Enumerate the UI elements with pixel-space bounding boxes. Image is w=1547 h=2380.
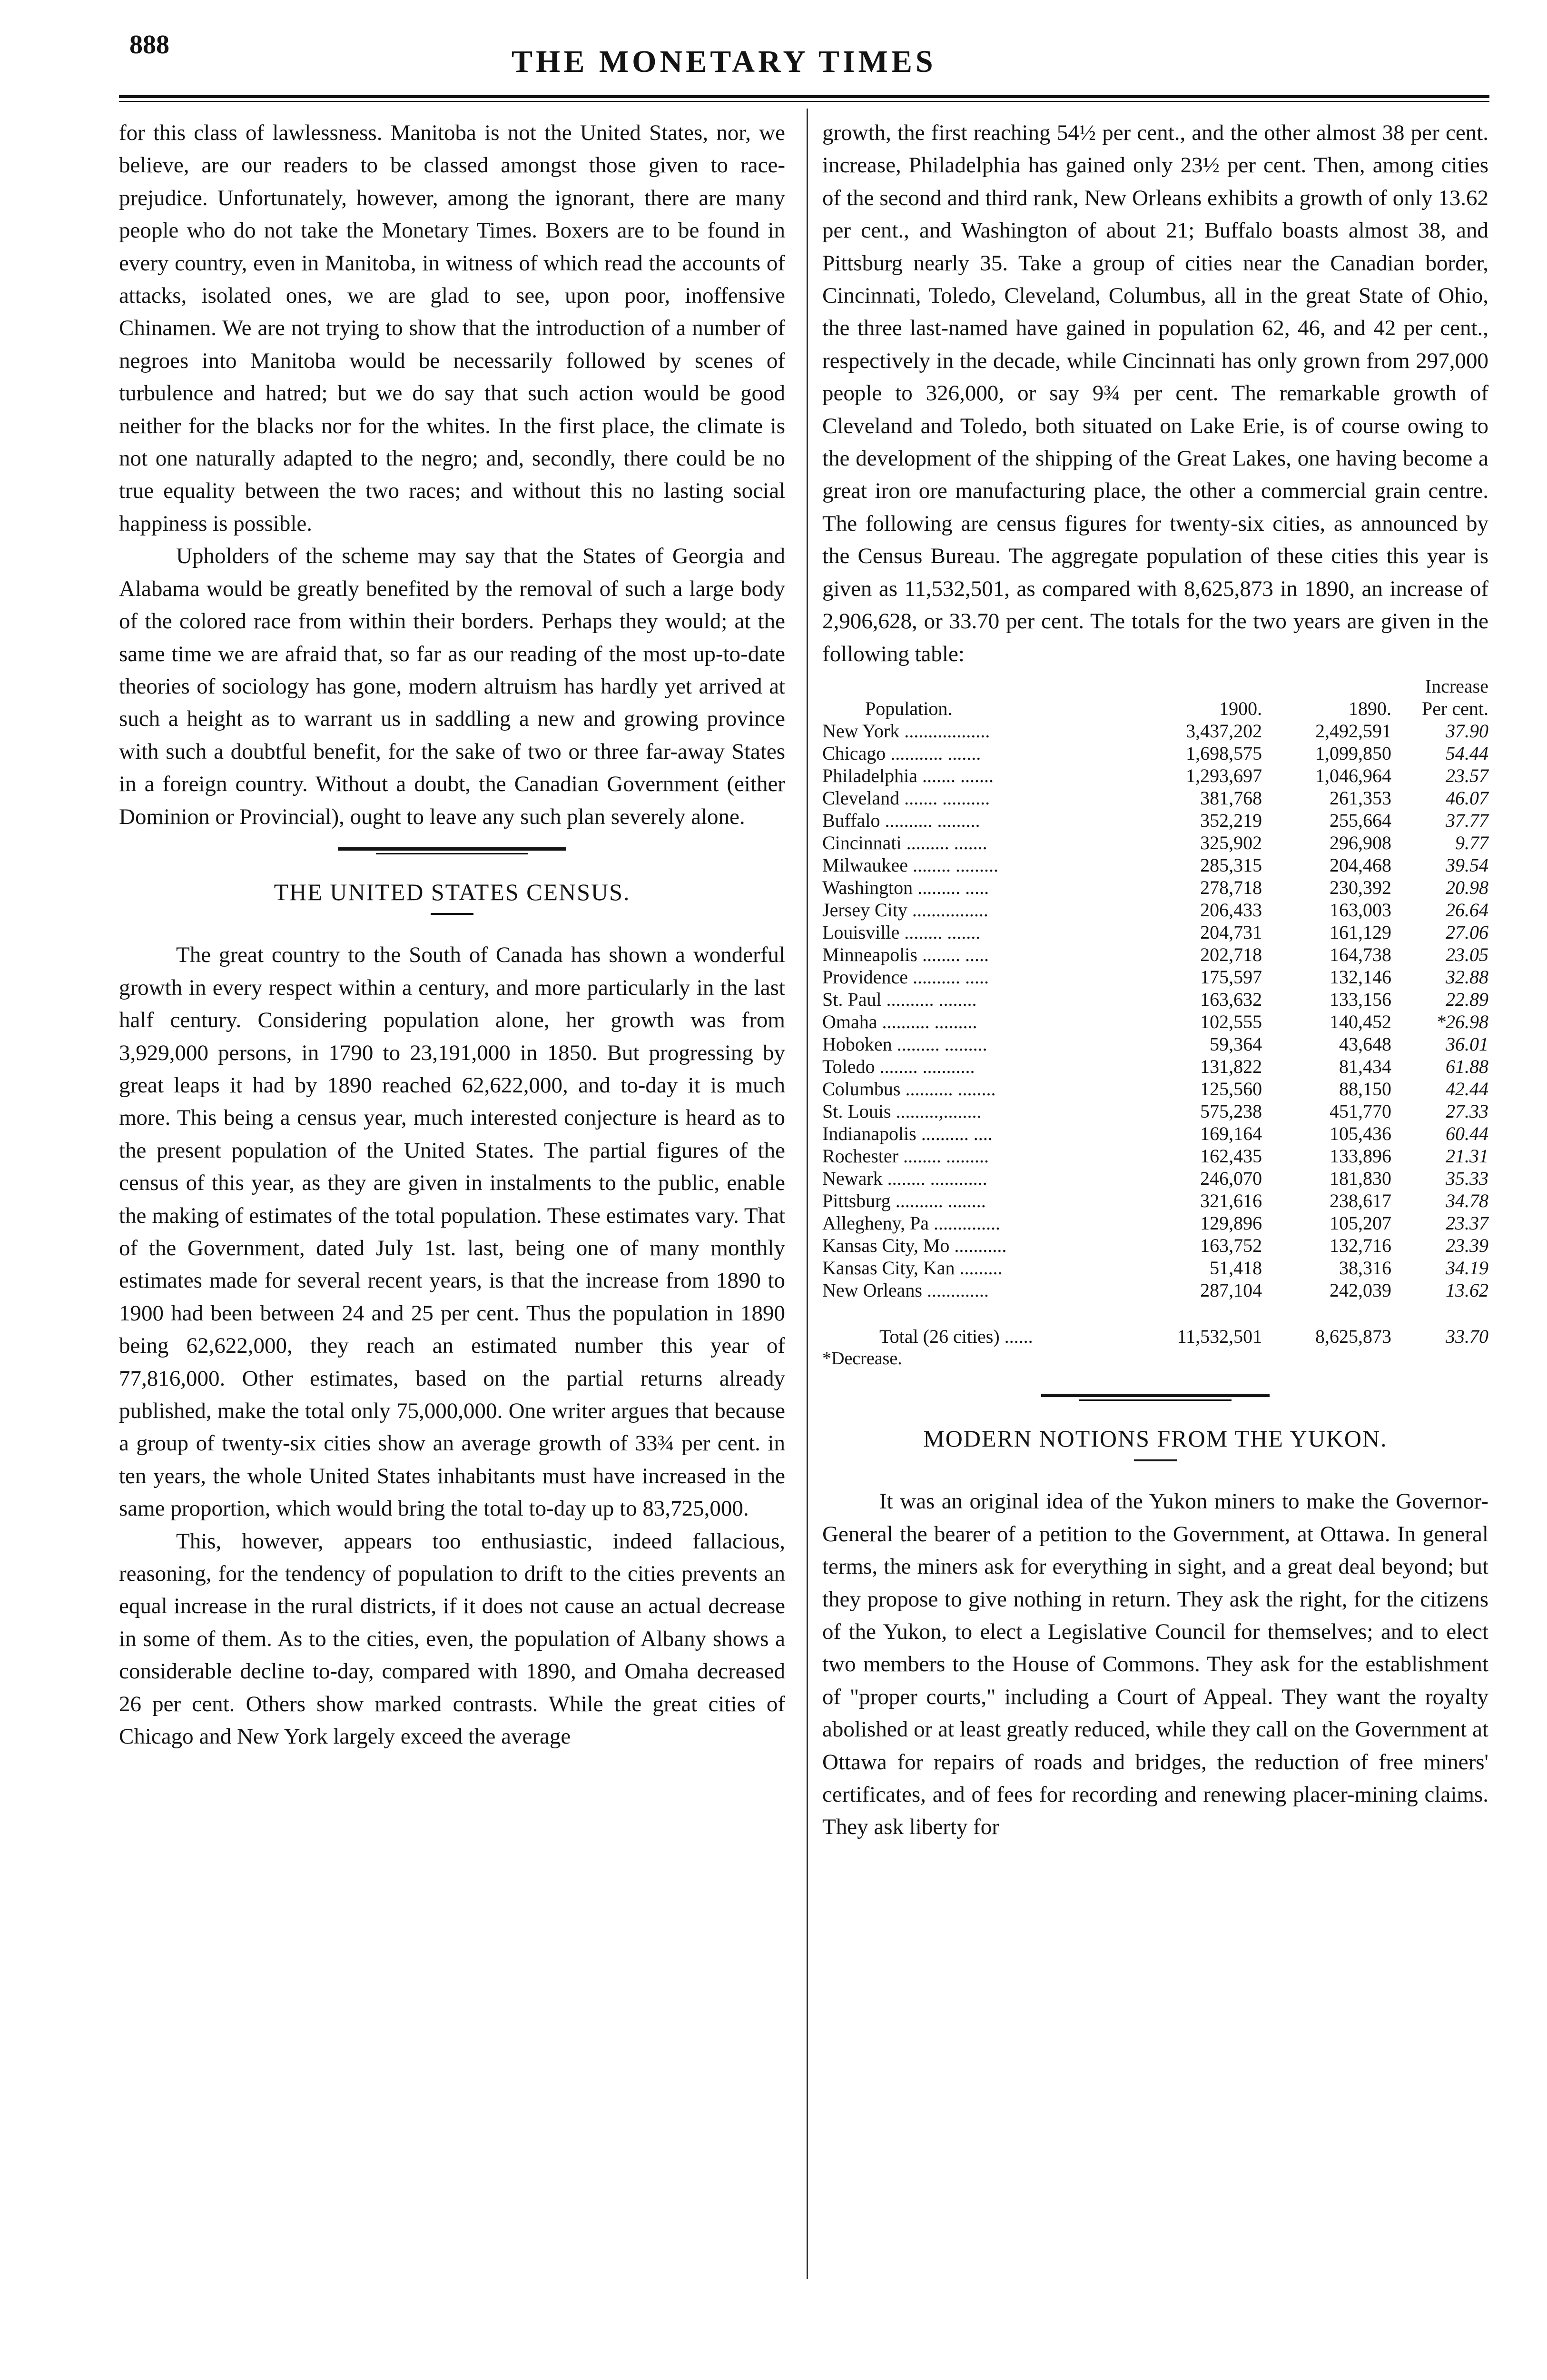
city: Providence .......... ..... [822,966,989,988]
increase-percent: 26.64 [1446,899,1488,921]
table-row [822,809,1488,832]
census-heading: THE UNITED STATES CENSUS. [274,878,631,905]
table-header-row [822,675,1488,720]
increase-percent: 21.31 [1446,1145,1488,1167]
population-1900: 246,070 [1200,1167,1262,1189]
population-1900: 204,731 [1200,921,1262,943]
left-paragraph-2: Upholders of the scheme may say that the States of Georgia and Alabama would be greatly benefited by the removal of such a large body of the colored race from within their borders. Perhaps they would; at the same time we are afraid that, so far as our reading of the most up-to-date theories of sociology has gone, modern altruism has hardly yet arrived at such a height as to warrant us in saddling a new and growing province with such a doubtful benefit, for the sake of two or three far-away States in a foreign country. Without a doubt, the Canadian Government (either Dominion or Provincial), ought to leave any such plan severely alone. [119,544,785,829]
increase-percent: 39.54 [1446,854,1488,876]
city: Newark ........ ............ [822,1167,987,1189]
heading-rule [431,913,473,915]
population-1890: 163,003 [1330,899,1392,921]
heading-rule-right [1134,1459,1177,1461]
population-1890: 261,353 [1330,787,1392,809]
population-1900: 59,364 [1210,1033,1262,1055]
city: Kansas City, Mo ........... [822,1234,1007,1256]
population-1900: 125,560 [1200,1078,1262,1100]
table-row [822,1078,1488,1100]
population-1890: 230,392 [1330,876,1392,898]
population-1900: 287,104 [1200,1279,1262,1301]
increase-percent: 61.88 [1446,1055,1488,1077]
table-row [822,876,1488,899]
population-1890: 105,436 [1330,1122,1392,1144]
population-1900: 162,435 [1200,1145,1262,1167]
population-1890: 132,146 [1330,966,1392,988]
population-1890: 161,129 [1330,921,1392,943]
table-row [822,1033,1488,1055]
population-1890: 132,716 [1330,1234,1392,1256]
population-1890: 140,452 [1330,1011,1392,1032]
table-row [822,966,1488,988]
increase-percent: 23.37 [1446,1212,1488,1234]
population-1900: 202,718 [1200,943,1262,965]
city: Louisville ........ ....... [822,921,981,943]
population-1890: 238,617 [1330,1190,1392,1211]
col-header-1890: 1890. [1349,697,1392,719]
increase-percent: 23.05 [1446,943,1488,965]
increase-percent: 22.89 [1446,988,1488,1010]
population-1890: 451,770 [1330,1100,1392,1122]
increase-percent: 34.19 [1446,1257,1488,1279]
increase-percent: 35.33 [1446,1167,1488,1189]
table-row [822,854,1488,876]
increase-percent: 23.39 [1446,1234,1488,1256]
header-rule-thin [119,101,1489,102]
increase-percent: 46.07 [1446,787,1488,809]
col-header-increase-bottom: Per cent. [1422,697,1488,719]
increase-percent: 34.78 [1446,1190,1488,1211]
city: St. Louis .........,........ [822,1100,982,1122]
table-row [822,1279,1488,1301]
population-1900: 1,698,575 [1186,742,1262,764]
increase-percent: 13.62 [1446,1279,1488,1301]
city: Pittsburg .......... ........ [822,1190,986,1211]
city: Hoboken ......... ......... [822,1033,987,1055]
city: Washington ......... ..... [822,876,989,898]
increase-percent: *26.98 [1436,1011,1488,1032]
population-1890: 255,664 [1330,809,1392,831]
population-1900: 1,293,697 [1186,764,1262,786]
city: Omaha .......... ......... [822,1011,977,1032]
increase-percent: 37.90 [1446,720,1488,742]
table-total-row [822,1301,1488,1348]
page-number: 888 [129,30,169,60]
city: Toledo ........ ........... [822,1055,975,1077]
population-1900: 102,555 [1200,1011,1262,1032]
table-row [822,742,1488,764]
population-1900: 575,238 [1200,1100,1262,1122]
right-column [822,117,1488,1844]
city: Cleveland ....... .......... [822,787,990,809]
population-1890: 81,434 [1339,1055,1392,1077]
increase-percent: 36.01 [1446,1033,1488,1055]
population-1890: 181,830 [1330,1167,1392,1189]
population-1900: 381,768 [1200,787,1262,809]
population-1900: 163,752 [1200,1234,1262,1256]
table-row [822,899,1488,921]
header-rule [119,95,1489,98]
table-row [822,1190,1488,1212]
increase-percent: 27.33 [1446,1100,1488,1122]
population-1890: 296,908 [1330,832,1392,853]
table-footnote: *Decrease. [822,1348,902,1368]
table-footnote-row [822,1348,1488,1370]
city: New York .................. [822,720,990,742]
total-percent: 33.70 [1446,1325,1488,1347]
city: Milwaukee ........ ......... [822,854,998,876]
table-row [822,943,1488,966]
table-row [822,1234,1488,1257]
population-1900: 352,219 [1200,809,1262,831]
population-1890: 1,046,964 [1315,764,1392,786]
table-row [822,988,1488,1011]
increase-percent: 54.44 [1446,742,1488,764]
col-header-increase [1391,675,1488,720]
yukon-heading: MODERN NOTIONS FROM THE YUKON. [923,1425,1388,1452]
table-row [822,1167,1488,1190]
left-paragraph-1: for this class of lawlessness. Manitoba is not the United States, nor, we believe, are our readers to be classed amongst those given to race-prejudice. Unfortunately, however, among the ignorant, there are many people who do not take the Monetary Times. Boxers are to be found in every country, even in Manitoba, in witness of which read the accounts of attacks, isolated ones, we are glad to see, upon poor, inoffensive Chinamen. We are not trying to show that the introduction of a number of negroes into Manitoba would be necessarily followed by scenes of turbulence and hatred; but we do say that such action would be good neither for the blacks nor for the whites. In the first place, the climate is not one naturally adapted to the negro; and, secondly, there could be no true equality between the two races; and without this no lasting social happiness is possible. [119,120,785,536]
table-row [822,832,1488,854]
population-1900: 129,896 [1200,1212,1262,1234]
population-1890: 204,468 [1330,854,1392,876]
city: Indianapolis .......... .... [822,1122,993,1144]
section-separator [119,843,785,862]
left-paragraph-4: This, however, appears too enthusiastic, indeed fallacious, reasoning, for the tendency of population to drift to the cities prevents an equal increase in the rural districts, if it does not cause an actual decrease in some of them. As to the cities, even, the population of Albany shows a considerable decline to-day, compared with 1890, and Omaha decreased 26 per cent. Others show marked contrasts. While the great cities of Chicago and New York largely exceed the average [119,1528,785,1749]
city: New Orleans ............. [822,1279,989,1301]
population-1900: 278,718 [1200,876,1262,898]
increase-percent: 60.44 [1446,1122,1488,1144]
population-1890: 105,207 [1330,1212,1392,1234]
population-1900: 169,164 [1200,1122,1262,1144]
population-1900: 175,597 [1200,966,1262,988]
col-header-population: Population. [865,697,953,719]
population-1890: 242,039 [1330,1279,1392,1301]
increase-percent: 23.57 [1446,764,1488,786]
city: Buffalo .......... ......... [822,809,980,831]
table-row [822,1011,1488,1033]
table-row [822,1212,1488,1234]
increase-percent: 27.06 [1446,921,1488,943]
city: Rochester ........ ......... [822,1145,989,1167]
city: Minneapolis ........ ..... [822,943,989,965]
city: Allegheny, Pa .............. [822,1212,1001,1234]
increase-percent: 20.98 [1446,876,1488,898]
population-1900: 51,418 [1210,1257,1262,1279]
increase-percent: 37.77 [1446,809,1488,831]
col-header-increase-top: Increase [1425,675,1488,697]
masthead-title: THE MONETARY TIMES [512,44,936,79]
city: Chicago ........... ....... [822,742,981,764]
total-label: Total (26 cities) ...... [879,1325,1033,1347]
population-1900: 3,437,202 [1186,720,1262,742]
city: Kansas City, Kan ......... [822,1257,1003,1279]
population-1900: 285,315 [1200,854,1262,876]
population-1890: 38,316 [1339,1257,1392,1279]
section-separator-right [822,1389,1488,1408]
left-paragraph-3: The great country to the South of Canada has shown a wonderful growth in every respect within a century, and more particularly in the last half century. Considering population alone, her growth was from 3,929,000 persons, in 1790 to 23,191,000 in 1850. But progressing by great leaps it had by 1890 reached 62,622,000, and to-day it is much more. This being a census year, much interested conjecture is heard as to the present population of the United States. The partial figures of the census of this year, as they are given in instalments to the public, enable the making of estimates of the total population. These estimates vary. That of the Government, dated July 1st. last, being one of many monthly estimates made for several recent years, is that the increase from 1890 to 1900 had been between 24 and 25 per cent. Thus the population in 1890 being 62,622,000, they reach an estimated number this year of 77,816,000. Other estimates, based on the partial returns already published, make the total only 75,000,000. One writer argues that because a group of twenty-six cities show an average growth of 33¾ per cent. in ten years, the whole United States inhabitants must have increased in the same proportion, which would bring the total to-day up to 83,725,000. [119,942,785,1521]
city: Jersey City ................ [822,899,988,921]
population-1890: 88,150 [1339,1078,1392,1100]
population-1890: 1,099,850 [1315,742,1392,764]
col-header-1900: 1900. [1219,697,1262,719]
city: Columbus .......... ........ [822,1078,996,1100]
table-row [822,1055,1488,1078]
population-1900: 325,902 [1200,832,1262,853]
table-row [822,1145,1488,1167]
population-1900: 321,616 [1200,1190,1262,1211]
population-1900: 163,632 [1200,988,1262,1010]
right-paragraph-2: It was an original idea of the Yukon miners to make the Governor-General the bearer of a petition to the Government, at Ottawa. In general terms, the miners ask for everything in sight, and a great deal beyond; but they propose to give nothing in return. They ask the right, for the citizens of the Yukon, to elect a Legislative Council for themselves; and to elect two members to the House of Commons. They ask for the establishment of "proper courts," including a Court of Appeal. They want the royalty abolished or at least greatly reduced, while they call on the Government at Ottawa for repairs of roads and bridges, the reduction of free miners' certificates, and of fees for recording and renewing placer-mining claims. They ask liberty for [822,1489,1488,1840]
population-1890: 133,896 [1330,1145,1392,1167]
table-row [822,764,1488,787]
table-row [822,1257,1488,1279]
increase-percent: 32.88 [1446,966,1488,988]
city: St. Paul .......... ........ [822,988,977,1010]
increase-percent: 42.44 [1446,1078,1488,1100]
population-1890: 133,156 [1330,988,1392,1010]
increase-percent: 9.77 [1455,832,1488,853]
table-row [822,787,1488,809]
population-1900: 206,433 [1200,899,1262,921]
column-divider [807,109,808,2279]
total-1890: 8,625,873 [1315,1325,1392,1347]
right-paragraph-1: growth, the first reaching 54½ per cent., and the other almost 38 per cent. increase, Philadelphia has gained only 23½ per cent. Then, among cities of the second and third rank, New Orleans exhibits a growth of only 13.62 per cent., and Washington of about 21; Buffalo boasts almost 38, and Pittsburg nearly 35. Take a group of cities near the Canadian border, Cincinnati, Toledo, Cleveland, Columbus, all in the great State of Ohio, the three last-named have gained in population 62, 46, and 42 per cent., respectively in the decade, while Cincinnati has only grown from 297,000 people to 326,000, or say 9¾ per cent. The remarkable growth of Cleveland and Toledo, both situated on Lake Erie, is of course owing to the development of the shipping of the Great Lakes, one having become a great iron ore manufacturing place, the other a commercial grain centre. The following are census figures for twenty-six cities, as announced by the Census Bureau. The aggregate population of these cities this year is given as 11,532,501, as compared with 8,625,873 in 1890, an increase of 2,906,628, or 33.70 per cent. The totals for the two years are given in the following table: [822,120,1488,666]
population-1890: 2,492,591 [1315,720,1392,742]
table-row [822,720,1488,742]
total-1900: 11,532,501 [1177,1325,1262,1347]
population-1890: 164,738 [1330,943,1392,965]
table-row [822,1100,1488,1122]
population-1900: 131,822 [1200,1055,1262,1077]
table-row [822,921,1488,943]
left-column [119,117,785,1753]
city: Cincinnati ......... ....... [822,832,987,853]
population-1890: 43,648 [1339,1033,1392,1055]
city: Philadelphia ....... ....... [822,764,994,786]
census-table [822,675,1488,1370]
table-row [822,1122,1488,1145]
